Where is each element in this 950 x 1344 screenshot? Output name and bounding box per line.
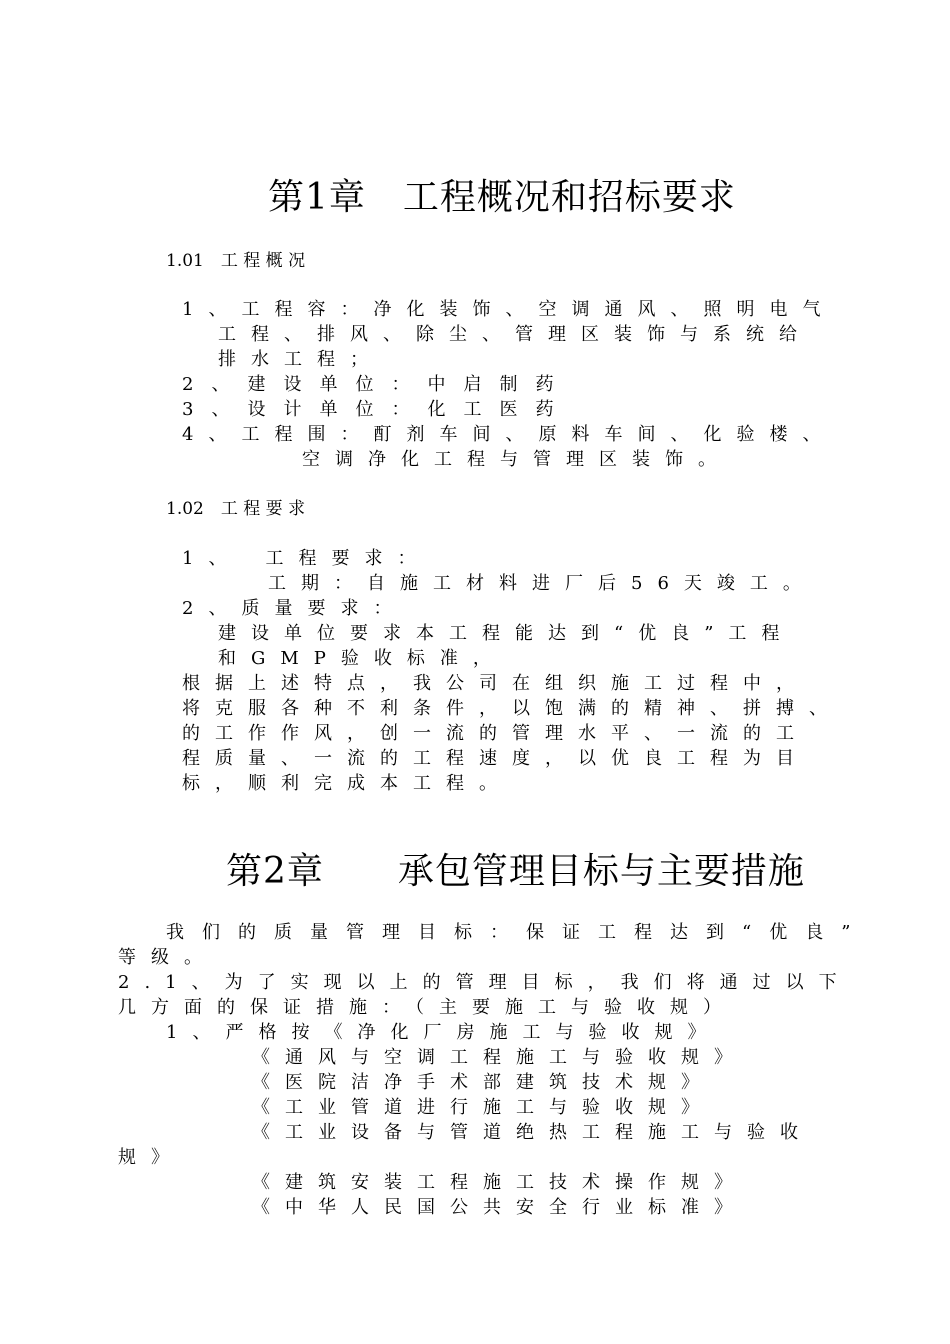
paragraph-line: 1、 工程要求： bbox=[182, 548, 431, 569]
paragraph-line: 《医院洁净手术部建筑技术规》 bbox=[252, 1072, 714, 1093]
paragraph-line: 等级。 bbox=[118, 947, 217, 968]
paragraph-line: 根据上述特点，我公司在组织施工过程中， bbox=[182, 673, 809, 694]
section-1-02-heading: 1.02 工 程 要 求 bbox=[166, 499, 306, 519]
paragraph-line: 1、工程容：净化装饰、空调通风、照明电气 bbox=[182, 299, 836, 320]
paragraph-line: 空调净化工程与管理区装饰。 bbox=[302, 449, 731, 470]
chapter-1-title: 第1章 工程概况和招标要求 bbox=[268, 177, 736, 218]
paragraph-line: 1、严格按《净化厂房施工与验收规》 bbox=[166, 1022, 721, 1043]
paragraph-line: 规》 bbox=[118, 1147, 184, 1168]
paragraph-line: 2、建设单位：中启制药 bbox=[182, 374, 572, 395]
paragraph-line: 工期：自施工材料进厂后56天竣工。 bbox=[268, 573, 816, 594]
paragraph-line: 《工业设备与管道绝热工程施工与验收 bbox=[252, 1122, 813, 1143]
paragraph-line: 4、工程围：酊剂车间、原料车间、化验楼、 bbox=[182, 424, 836, 445]
paragraph-line: 《建筑安装工程施工技术操作规》 bbox=[252, 1172, 747, 1193]
paragraph-line: 标，顺利完成本工程。 bbox=[182, 773, 512, 794]
paragraph-line: 和GMP验收标准， bbox=[218, 648, 506, 669]
paragraph-line: 2.1、为了实现以上的管理目标，我们将通过以下 bbox=[118, 972, 852, 993]
paragraph-line: 《工业管道进行施工与验收规》 bbox=[252, 1097, 714, 1118]
paragraph-line: 我们的质量管理目标：保证工程达到“优良” bbox=[166, 922, 869, 943]
paragraph-line: 几方面的保证措施：（主要施工与验收规） bbox=[118, 997, 736, 1018]
paragraph-line: 建设单位要求本工程能达到“优良”工程 bbox=[218, 623, 795, 644]
paragraph-line: 3、设计单位：化工医药 bbox=[182, 399, 572, 420]
paragraph-line: 2、质量要求： bbox=[182, 598, 407, 619]
paragraph-line: 《中华人民国公共安全行业标准》 bbox=[252, 1197, 747, 1218]
paragraph-line: 《通风与空调工程施工与验收规》 bbox=[252, 1047, 747, 1068]
paragraph-line: 将克服各种不利条件，以饱满的精神、拼搏、 bbox=[182, 698, 842, 719]
paragraph-line: 工程、排风、除尘、管理区装饰与系统给 bbox=[218, 324, 812, 345]
section-1-01-heading: 1.01 工 程 概 况 bbox=[166, 251, 306, 271]
paragraph-line: 排水工程； bbox=[218, 349, 383, 370]
chapter-2-title: 第2章 承包管理目标与主要措施 bbox=[226, 851, 805, 892]
paragraph-line: 的工作作风，创一流的管理水平、一流的工 bbox=[182, 723, 809, 744]
paragraph-line: 程质量、一流的工程速度，以优良工程为目 bbox=[182, 748, 809, 769]
